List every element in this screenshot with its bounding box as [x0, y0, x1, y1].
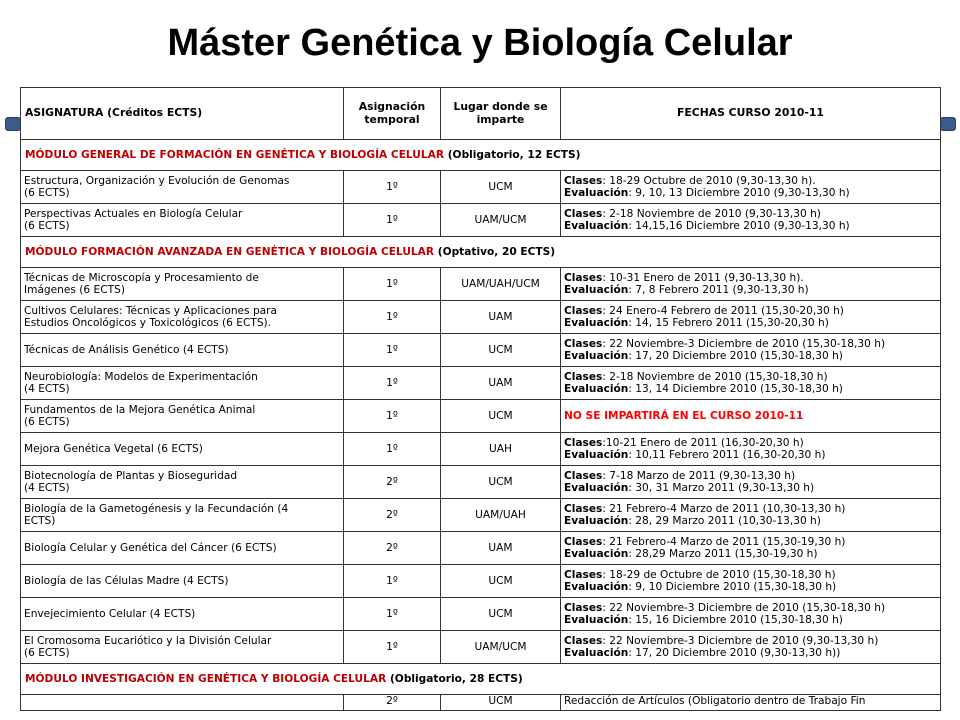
module-row — [21, 140, 941, 171]
module-name: MÓDULO GENERAL DE FORMACIÓN EN GENÉTICA Y BIOLOGÍA CELULAR — [25, 148, 445, 161]
subject-line2: (4 ECTS) — [24, 383, 70, 395]
dates-cell — [561, 367, 941, 400]
subject-cell — [21, 433, 344, 466]
classes-label: Clases — [564, 271, 603, 284]
subject-cell — [21, 631, 344, 664]
subject-cell — [21, 171, 344, 204]
subject-line2: ECTS) — [24, 515, 56, 527]
subject-line1: Fundamentos de la Mejora Genética Animal — [24, 403, 256, 416]
evaluation-dates: : 28, 29 Marzo 2011 (10,30-13,30 h) — [628, 515, 821, 527]
header-place — [441, 88, 561, 140]
module-note: (Obligatorio, 28 ECTS) — [389, 672, 523, 685]
place-cell: UAM — [441, 532, 561, 565]
semester-cell: 1º — [344, 334, 441, 367]
classes-dates: : 10-31 Enero de 2011 (9,30-13,30 h). — [602, 271, 804, 284]
subject-line2: (6 ECTS) — [24, 187, 70, 199]
table-row — [21, 631, 941, 664]
header-semester-line2: temporal — [364, 112, 420, 126]
table-row — [21, 400, 941, 433]
dates-cell — [561, 301, 941, 334]
table-row — [21, 334, 941, 367]
table-row — [21, 301, 941, 334]
module-name: MÓDULO FORMACIÓN AVANZADA EN GENÉTICA Y BIOLOGÍA CELULAR — [25, 245, 435, 258]
dates-cell — [561, 400, 941, 433]
semester-cell: 1º — [344, 171, 441, 204]
evaluation-label: Evaluación — [564, 581, 629, 593]
table-row — [21, 466, 941, 499]
subject-cell — [21, 334, 344, 367]
subject-line2: (6 ECTS) — [24, 220, 70, 232]
subject-line1: El Cromosoma Eucariótico y la División Celular — [24, 634, 272, 647]
classes-label: Clases — [564, 337, 603, 350]
evaluation-label: Evaluación — [564, 284, 629, 296]
place-cell: UAH — [441, 433, 561, 466]
subject-cell — [21, 695, 344, 711]
table-row — [21, 367, 941, 400]
left-bar-decoration — [5, 117, 21, 131]
place-cell: UCM — [441, 598, 561, 631]
module-title — [21, 664, 941, 695]
dates-cell — [561, 171, 941, 204]
place-cell: UAM — [441, 367, 561, 400]
subject-line1: Técnicas de Análisis Genético (4 ECTS) — [24, 343, 229, 356]
dates-cell — [561, 532, 941, 565]
classes-dates: :10-21 Enero de 2011 (16,30-20,30 h) — [602, 436, 804, 449]
classes-label: Clases — [564, 370, 603, 383]
subject-line2: (4 ECTS) — [24, 482, 70, 494]
classes-label: Clases — [564, 174, 603, 187]
classes-dates: : 22 Noviembre-3 Diciembre de 2010 (9,30-13,30 h) — [602, 634, 879, 647]
subject-cell — [21, 565, 344, 598]
classes-dates: : 22 Noviembre-3 Diciembre de 2010 (15,30-18,30 h) — [602, 601, 886, 614]
evaluation-label: Evaluación — [564, 515, 629, 527]
header-place-line1: Lugar donde se — [453, 100, 548, 114]
classes-label: Clases — [564, 634, 603, 647]
header-semester-line1: Asignación — [358, 100, 426, 114]
place-cell: UAM/UAH — [441, 499, 561, 532]
classes-dates: : 7-18 Marzo de 2011 (9,30-13,30 h) — [602, 469, 796, 482]
table-row — [21, 499, 941, 532]
classes-dates: : 18-29 de Octubre de 2010 (15,30-18,30 h) — [602, 568, 836, 581]
dates-cell: Redacción de Artículos (Obligatorio dentro de Trabajo Fin — [561, 695, 941, 711]
table-row — [21, 598, 941, 631]
subject-line1: Técnicas de Microscopía y Procesamiento de — [24, 271, 259, 284]
place-cell: UAM — [441, 301, 561, 334]
classes-dates: : 21 Febrero-4 Marzo de 2011 (10,30-13,30 h) — [602, 502, 846, 515]
semester-cell: 1º — [344, 301, 441, 334]
classes-dates: : 22 Noviembre-3 Diciembre de 2010 (15,30-18,30 h) — [602, 337, 886, 350]
module-title — [21, 237, 941, 268]
subject-cell — [21, 400, 344, 433]
evaluation-label: Evaluación — [564, 350, 629, 362]
subject-cell — [21, 499, 344, 532]
module-title — [21, 140, 941, 171]
semester-cell: 1º — [344, 598, 441, 631]
classes-label: Clases — [564, 601, 603, 614]
semester-cell: 1º — [344, 400, 441, 433]
semester-cell: 1º — [344, 433, 441, 466]
subject-cell — [21, 466, 344, 499]
table-row — [21, 433, 941, 466]
evaluation-label: Evaluación — [564, 647, 629, 659]
evaluation-label: Evaluación — [564, 220, 629, 232]
semester-cell: 2º — [344, 466, 441, 499]
classes-label: Clases — [564, 535, 603, 548]
classes-label: Clases — [564, 304, 603, 317]
evaluation-label: Evaluación — [564, 548, 629, 560]
evaluation-dates: : 17, 20 Diciembre 2010 (15,30-18,30 h) — [628, 350, 843, 362]
evaluation-dates: : 15, 16 Diciembre 2010 (15,30-18,30 h) — [628, 614, 843, 626]
place-cell: UCM — [441, 466, 561, 499]
classes-dates: : 2-18 Noviembre de 2010 (9,30-13,30 h) — [602, 207, 821, 220]
table-row — [21, 204, 941, 237]
place-cell: UAM/UAH/UCM — [441, 268, 561, 301]
semester-cell: 1º — [344, 631, 441, 664]
subject-line1: Biología Celular y Genética del Cáncer (6 ECTS) — [24, 541, 277, 554]
evaluation-dates: : 10,11 Febrero 2011 (16,30-20,30 h) — [628, 449, 826, 461]
evaluation-dates: : 17, 20 Diciembre 2010 (9,30-13,30 h)) — [628, 647, 841, 659]
subject-line2: (6 ECTS) — [24, 416, 70, 428]
subject-cell — [21, 204, 344, 237]
place-cell: UCM — [441, 695, 561, 711]
subject-line2: Imágenes (6 ECTS) — [24, 284, 125, 296]
classes-dates: : 24 Enero-4 Febrero de 2011 (15,30-20,30 h) — [602, 304, 844, 317]
subject-line1: Neurobiología: Modelos de Experimentación — [24, 370, 258, 383]
header-place-line2: imparte — [476, 112, 525, 126]
evaluation-label: Evaluación — [564, 187, 629, 199]
evaluation-dates: : 14,15,16 Diciembre 2010 (9,30-13,30 h) — [628, 220, 850, 232]
place-cell: UCM — [441, 171, 561, 204]
subject-line2: Estudios Oncológicos y Toxicológicos (6 ECTS). — [24, 317, 272, 329]
evaluation-dates: : 9, 10, 13 Diciembre 2010 (9,30-13,30 h) — [628, 187, 850, 199]
table-row — [21, 171, 941, 204]
table-row — [21, 532, 941, 565]
evaluation-label: Evaluación — [564, 449, 629, 461]
subject-line1: Estructura, Organización y Evolución de Genomas — [24, 174, 290, 187]
classes-label: Clases — [564, 568, 603, 581]
evaluation-dates: : 13, 14 Diciembre 2010 (15,30-18,30 h) — [628, 383, 843, 395]
evaluation-label: Evaluación — [564, 317, 629, 329]
dates-cell — [561, 565, 941, 598]
not-offered-warning: NO SE IMPARTIRÁ EN EL CURSO 2010-11 — [564, 409, 804, 422]
place-cell: UCM — [441, 565, 561, 598]
subject-line1: Biología de las Células Madre (4 ECTS) — [24, 574, 229, 587]
module-row — [21, 237, 941, 268]
semester-cell: 1º — [344, 367, 441, 400]
subject-line1: Biotecnología de Plantas y Bioseguridad — [24, 469, 238, 482]
subject-cell — [21, 268, 344, 301]
subject-line1: Biología de la Gametogénesis y la Fecundación (4 — [24, 502, 289, 515]
evaluation-dates: : 14, 15 Febrero 2011 (15,30-20,30 h) — [628, 317, 829, 329]
classes-dates: : 18-29 Octubre de 2010 (9,30-13,30 h). — [602, 174, 816, 187]
header-dates: FECHAS CURSO 2010-11 — [561, 88, 941, 140]
dates-cell — [561, 598, 941, 631]
dates-cell — [561, 631, 941, 664]
dates-cell — [561, 334, 941, 367]
subject-line1: Cultivos Celulares: Técnicas y Aplicaciones para — [24, 304, 278, 317]
subject-cell — [21, 367, 344, 400]
subject-line1: Mejora Genética Vegetal (6 ECTS) — [24, 442, 203, 455]
classes-label: Clases — [564, 469, 603, 482]
evaluation-label: Evaluación — [564, 482, 629, 494]
evaluation-dates: : 30, 31 Marzo 2011 (9,30-13,30 h) — [628, 482, 815, 494]
right-bar-decoration — [940, 117, 956, 131]
classes-dates: : 21 Febrero-4 Marzo de 2011 (15,30-19,30 h) — [602, 535, 846, 548]
subject-cell — [21, 532, 344, 565]
page-title: Máster Genética y Biología Celular — [167, 22, 793, 64]
subject-line1: Envejecimiento Celular (4 ECTS) — [24, 607, 196, 620]
semester-cell: 2º — [344, 499, 441, 532]
table-row — [21, 565, 941, 598]
semester-cell: 1º — [344, 565, 441, 598]
place-cell: UAM/UCM — [441, 631, 561, 664]
semester-cell: 1º — [344, 268, 441, 301]
header-subject: ASIGNATURA (Créditos ECTS) — [21, 88, 344, 140]
table-header-row — [21, 88, 941, 140]
table-row — [21, 695, 941, 711]
subject-cell — [21, 598, 344, 631]
module-row — [21, 664, 941, 695]
dates-cell — [561, 433, 941, 466]
header-semester — [344, 88, 441, 140]
classes-label: Clases — [564, 207, 603, 220]
place-cell: UAM/UCM — [441, 204, 561, 237]
subject-line2: (6 ECTS) — [24, 647, 70, 659]
classes-label: Clases — [564, 436, 603, 449]
classes-label: Clases — [564, 502, 603, 515]
module-name: MÓDULO INVESTIGACIÓN EN GENÉTICA Y BIOLOGÍA CELULAR — [25, 672, 387, 685]
module-note: (Optativo, 20 ECTS) — [437, 245, 556, 258]
course-schedule-table — [20, 87, 941, 711]
table-row — [21, 268, 941, 301]
place-cell: UCM — [441, 334, 561, 367]
dates-cell — [561, 499, 941, 532]
evaluation-dates: : 7, 8 Febrero 2011 (9,30-13,30 h) — [628, 284, 809, 296]
evaluation-dates: : 9, 10 Diciembre 2010 (15,30-18,30 h) — [628, 581, 837, 593]
evaluation-label: Evaluación — [564, 614, 629, 626]
dates-cell — [561, 466, 941, 499]
dates-cell — [561, 268, 941, 301]
evaluation-dates: : 28,29 Marzo 2011 (15,30-19,30 h) — [628, 548, 818, 560]
subject-line1: Perspectivas Actuales en Biología Celular — [24, 207, 243, 220]
subject-cell — [21, 301, 344, 334]
dates-cell — [561, 204, 941, 237]
classes-dates: : 2-18 Noviembre de 2010 (15,30-18,30 h) — [602, 370, 828, 383]
semester-cell: 2º — [344, 695, 441, 711]
evaluation-label: Evaluación — [564, 383, 629, 395]
place-cell: UCM — [441, 400, 561, 433]
module-note: (Obligatorio, 12 ECTS) — [447, 148, 581, 161]
semester-cell: 1º — [344, 204, 441, 237]
semester-cell: 2º — [344, 532, 441, 565]
